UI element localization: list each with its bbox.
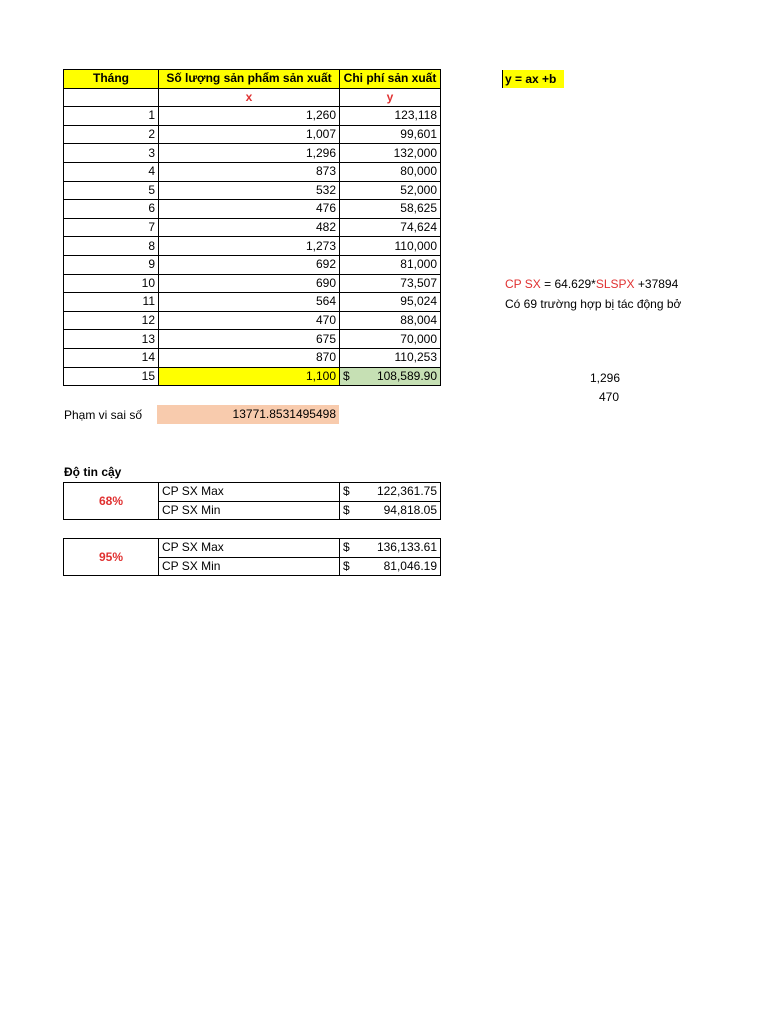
cell-y[interactable]: 52,000 — [340, 181, 441, 200]
cell-month[interactable]: 8 — [64, 237, 159, 256]
table-header-row — [64, 70, 441, 89]
cell-month[interactable]: 12 — [64, 311, 159, 330]
confidence-pct[interactable]: 95% — [64, 539, 159, 576]
table-row — [64, 237, 441, 256]
cell-month[interactable]: 9 — [64, 255, 159, 274]
note-cell[interactable]: Có 69 trường hợp bị tác động bở — [505, 297, 682, 311]
cell-month[interactable]: 3 — [64, 144, 159, 163]
table-row — [64, 539, 441, 558]
cell-x[interactable]: 690 — [159, 274, 340, 293]
cell-x[interactable]: 564 — [159, 293, 340, 312]
cell-month[interactable]: 14 — [64, 348, 159, 367]
cell-y[interactable]: 99,601 — [340, 125, 441, 144]
header-month[interactable]: Tháng — [64, 70, 159, 89]
cell-month[interactable]: 7 — [64, 218, 159, 237]
cell-month[interactable]: 6 — [64, 200, 159, 219]
cell-x[interactable]: 1,007 — [159, 125, 340, 144]
cell-x[interactable]: 870 — [159, 348, 340, 367]
currency-symbol: $ — [343, 540, 350, 555]
cell-x[interactable]: 692 — [159, 255, 340, 274]
cell-x[interactable]: 482 — [159, 218, 340, 237]
min-amount: 94,818.05 — [383, 502, 437, 517]
max-value[interactable] — [340, 483, 441, 502]
max-label[interactable]: CP SX Max — [159, 483, 340, 502]
cell-y[interactable]: 74,624 — [340, 218, 441, 237]
error-label[interactable]: Phạm vi sai số — [64, 408, 143, 422]
forecast-value: 108,589.90 — [376, 368, 437, 383]
equation-cell[interactable]: y = ax +b — [502, 70, 564, 88]
currency-symbol: $ — [343, 558, 350, 573]
cell-x[interactable]: 873 — [159, 162, 340, 181]
cell-x[interactable]: 1,296 — [159, 144, 340, 163]
table-row — [64, 144, 441, 163]
cell-month[interactable]: 15 — [64, 367, 159, 386]
cell-month[interactable]: 11 — [64, 293, 159, 312]
table-row — [64, 162, 441, 181]
max-label[interactable]: CP SX Max — [159, 539, 340, 558]
cell-month[interactable]: 1 — [64, 107, 159, 126]
currency-symbol: $ — [343, 368, 350, 383]
currency-symbol: $ — [343, 484, 350, 499]
cell-month[interactable]: 5 — [64, 181, 159, 200]
table-row — [64, 330, 441, 349]
cell-y[interactable]: 73,507 — [340, 274, 441, 293]
cell-y[interactable]: 110,253 — [340, 348, 441, 367]
cell-y-forecast[interactable] — [340, 367, 441, 386]
table-row — [64, 255, 441, 274]
cell-x[interactable]: 675 — [159, 330, 340, 349]
formula-cell[interactable] — [505, 277, 678, 291]
table-row — [64, 293, 441, 312]
production-cost-table — [63, 69, 441, 386]
cell-x[interactable]: 476 — [159, 200, 340, 219]
table-row — [64, 348, 441, 367]
min-value[interactable] — [340, 557, 441, 576]
confidence-pct[interactable]: 68% — [64, 483, 159, 520]
table-row — [64, 181, 441, 200]
cell-y[interactable]: 110,000 — [340, 237, 441, 256]
cell-y[interactable]: 88,004 — [340, 311, 441, 330]
side-max-cell[interactable]: 1,296 — [590, 371, 621, 385]
table-row — [64, 107, 441, 126]
cell-y[interactable]: 80,000 — [340, 162, 441, 181]
cell-month[interactable]: 13 — [64, 330, 159, 349]
table-row — [64, 483, 441, 502]
subheader-y[interactable]: y — [340, 88, 441, 107]
table-row — [64, 311, 441, 330]
error-value[interactable]: 13771.8531495498 — [157, 405, 339, 424]
cell-y[interactable]: 81,000 — [340, 255, 441, 274]
min-value[interactable] — [340, 501, 441, 520]
cell-x[interactable]: 1,273 — [159, 237, 340, 256]
cell-x[interactable]: 470 — [159, 311, 340, 330]
cell-month[interactable]: 2 — [64, 125, 159, 144]
subheader-month[interactable] — [64, 88, 159, 107]
formula-slspx: SLSPX — [595, 277, 635, 291]
currency-symbol: $ — [343, 502, 350, 517]
cell-month[interactable]: 4 — [64, 162, 159, 181]
subheader-x[interactable]: x — [159, 88, 340, 107]
side-min-cell[interactable]: 470 — [599, 390, 620, 404]
min-label[interactable]: CP SX Min — [159, 501, 340, 520]
max-amount: 136,133.61 — [376, 540, 437, 555]
table-row — [64, 218, 441, 237]
confidence-title[interactable]: Độ tin cậy — [64, 465, 122, 479]
confidence-table-68 — [63, 482, 441, 520]
cell-y[interactable]: 58,625 — [340, 200, 441, 219]
cell-x[interactable]: 1,260 — [159, 107, 340, 126]
formula-intercept: +37894 — [634, 277, 679, 291]
cell-y[interactable]: 123,118 — [340, 107, 441, 126]
header-quantity[interactable]: Số lượng sản phẩm sản xuất — [159, 70, 340, 89]
table-row — [64, 200, 441, 219]
formula-coef: = 64.629* — [540, 277, 596, 291]
table-row — [64, 274, 441, 293]
cell-y[interactable]: 132,000 — [340, 144, 441, 163]
min-amount: 81,046.19 — [383, 558, 437, 573]
cell-month[interactable]: 10 — [64, 274, 159, 293]
cell-x-forecast[interactable]: 1,100 — [159, 367, 340, 386]
cell-y[interactable]: 70,000 — [340, 330, 441, 349]
max-amount: 122,361.75 — [376, 484, 437, 499]
table-row-forecast — [64, 367, 441, 386]
formula-cpsx: CP SX — [505, 277, 541, 291]
max-value[interactable] — [340, 539, 441, 558]
table-subheader-row — [64, 88, 441, 107]
cell-x[interactable]: 532 — [159, 181, 340, 200]
confidence-table-95 — [63, 538, 441, 576]
table-row — [64, 125, 441, 144]
cell-y[interactable]: 95,024 — [340, 293, 441, 312]
header-cost[interactable]: Chi phí sản xuất — [340, 70, 441, 89]
min-label[interactable]: CP SX Min — [159, 557, 340, 576]
